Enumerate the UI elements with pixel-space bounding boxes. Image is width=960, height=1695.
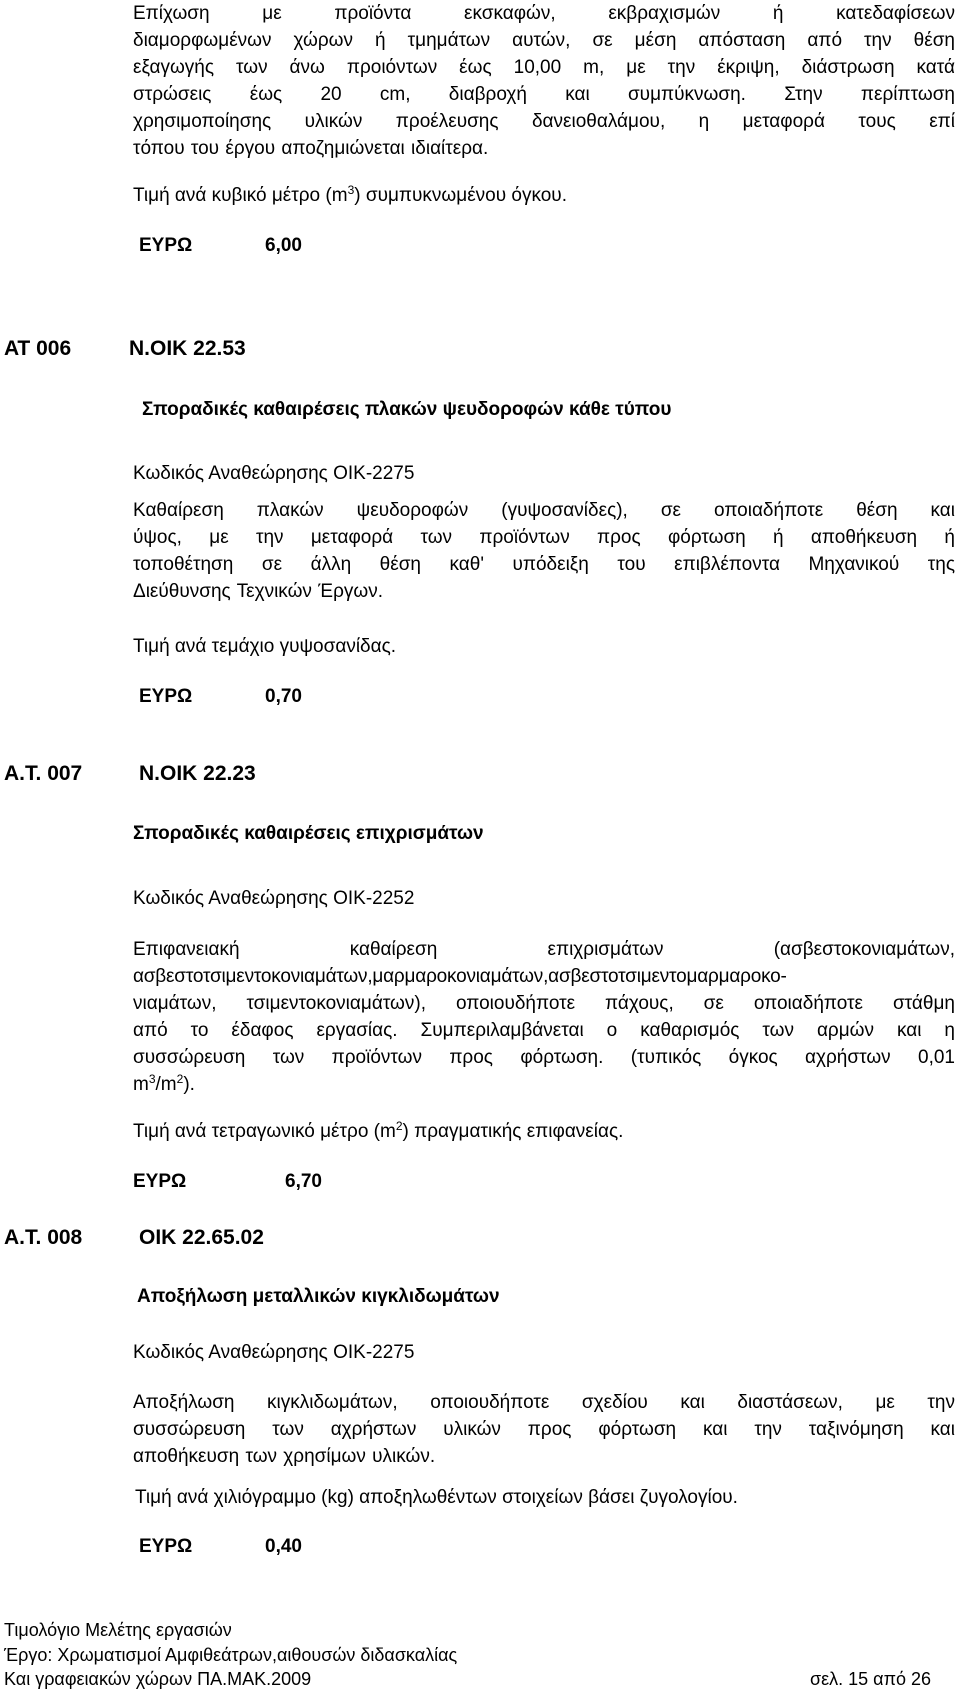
footer-line: Έργο: Χρωματισμοί Αμφιθεάτρων,αιθουσών διδασκαλίας	[4, 1645, 458, 1665]
currency-label: ΕΥΡΩ	[139, 235, 193, 256]
description-line: ύψος, με την μεταφορά των προϊόντων προς φόρτωση ή αποθήκευση ή	[133, 527, 955, 548]
item-code: Α.Τ. 007 Ν.ΟΙΚ 22.23	[4, 762, 256, 785]
currency-label: ΕΥΡΩ	[139, 686, 193, 707]
description-line: από το έδαφος εργασίας. Συμπεριλαμβάνεται ο καθαρισμός των αρμών και η	[133, 1020, 955, 1041]
intro-line: Επίχωση με προϊόντα εκσκαφών, εκβραχισμών ή κατεδαφίσεων	[133, 3, 955, 24]
price-value: 0,40	[265, 1536, 302, 1557]
item-description	[133, 497, 955, 605]
description-line: νιαμάτων, τσιμεντοκονιαμάτων), οποιουδήποτε πάχους, σε οποιαδήποτε στάθμη	[133, 993, 955, 1014]
intro-line: στρώσεις έως 20 cm, διαβροχή και συμπύκνωση. Στην περίπτωση	[133, 84, 955, 105]
price-value: 0,70	[265, 686, 302, 707]
description-line: Διεύθυνσης Τεχνικών Έργων.	[133, 581, 384, 602]
currency-label: ΕΥΡΩ	[139, 1536, 193, 1557]
revision-code: Κωδικός Αναθεώρησης ΟΙΚ-2252	[133, 888, 415, 909]
description-line: Επιφανειακή καθαίρεση επιχρισμάτων (ασβεστοκονιαμάτων,	[133, 939, 955, 960]
unit-text: Τιμή ανά χιλιόγραμμο (kg) αποξηλωθέντων στοιχείων βάσει ζυγολογίου.	[135, 1487, 738, 1508]
item-code: Α.Τ. 008 ΟΙΚ 22.65.02	[4, 1226, 264, 1249]
price-value: 6,00	[265, 235, 302, 256]
intro-line: εξαγωγής των άνω προιόντων έως 10,00 m, με την έκριψη, διάστρωση κατά	[133, 57, 955, 78]
intro-line: τόπου του έργου αποζημιώνεται ιδιαίτερα.	[133, 138, 489, 159]
intro-price	[139, 235, 302, 257]
item-title: Σποραδικές καθαιρέσεις πλακών ψευδοροφών κάθε τύπου	[142, 399, 672, 420]
item-description	[133, 936, 955, 1098]
item-description	[133, 1389, 955, 1470]
item-price	[139, 1536, 302, 1558]
intro-line: χρησιμοποίησης υλικών προέλευσης δανειοθαλάμου, η μεταφορά τους επί	[133, 111, 955, 132]
currency-label: ΕΥΡΩ	[133, 1171, 187, 1192]
description-line: Αποξήλωση κιγκλιδωμάτων, οποιουδήποτε σχεδίου και διαστάσεων, με την	[133, 1392, 955, 1413]
intro-line: διαμορφωμένων χώρων ή τμημάτων αυτών, σε μέση απόσταση από την θέση	[133, 30, 955, 51]
description-line: συσσώρευση των αχρήστων υλικών προς φόρτωση και την ταξινόμηση και	[133, 1419, 955, 1440]
footer-line: Τιμολόγιο Μελέτης εργασιών	[4, 1620, 232, 1640]
unit-text: Τιμή ανά τετραγωνικό μέτρο $(m^2)$ πραγματικής επιφανείας.	[133, 1119, 624, 1142]
description-line: συσσώρευση των προϊόντων προς φόρτωση. (τυπικός όγκος αχρήστων 0,01	[133, 1047, 955, 1068]
page-number: σελ. 15 από 26	[810, 1669, 932, 1689]
revision-code: Κωδικός Αναθεώρησης ΟΙΚ-2275	[133, 463, 415, 484]
item-title: Αποξήλωση μεταλλικών κιγκλιδωμάτων	[137, 1286, 500, 1307]
item-price	[139, 686, 302, 708]
intro-unit-text: Τιμή ανά κυβικό μέτρο $(m^3)$ συμπυκνωμένου όγκου.	[133, 183, 567, 206]
description-line: τοποθέτηση σε άλλη θέση καθ' υπόδειξη του επιβλέποντα Μηχανικού της	[133, 554, 955, 575]
item-title: Σποραδικές καθαιρέσεις επιχρισμάτων	[133, 823, 484, 844]
description-line: ασβεστοτσιμεντοκονιαμάτων,μαρμαροκονιαμάτων,ασβεστοτσιμεντομαρμαροκο-	[133, 966, 787, 987]
footer-line: Και γραφειακών χώρων ΠΑ.ΜΑΚ.2009	[4, 1669, 312, 1689]
intro-paragraph	[133, 0, 955, 162]
description-line: αποθήκευση των χρησίμων υλικών.	[133, 1446, 436, 1467]
item-code: ΑΤ 006 Ν.ΟΙΚ 22.53	[4, 337, 246, 360]
price-value: 6,70	[285, 1171, 322, 1192]
description-line: $m^3/m^2$).	[133, 1072, 195, 1095]
unit-text: Τιμή ανά τεμάχιο γυψοσανίδας.	[133, 636, 397, 657]
item-price	[133, 1171, 322, 1193]
revision-code: Κωδικός Αναθεώρησης ΟΙΚ-2275	[133, 1342, 415, 1363]
description-line: Καθαίρεση πλακών ψευδοροφών (γυψοσανίδες), σε οποιαδήποτε θέση και	[133, 500, 955, 521]
